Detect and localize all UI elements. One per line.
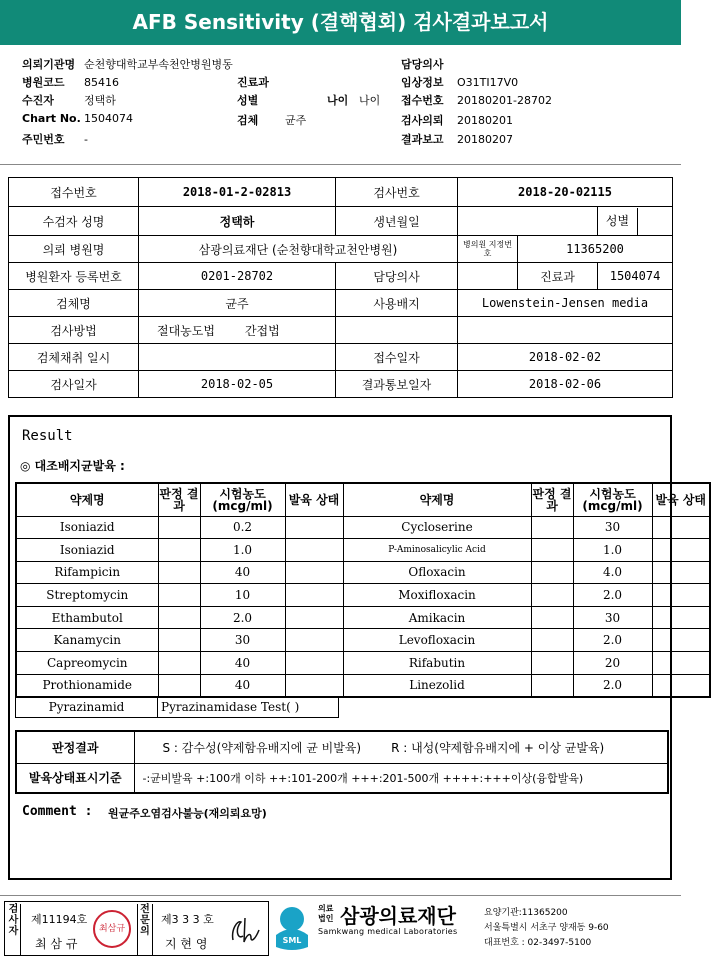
ssn-info: 주민번호 - [22,133,88,146]
doctor-value [458,263,518,290]
table-row [16,516,710,539]
dept-info: 진료과 [237,76,269,89]
logo-text: SML [282,936,302,945]
expert-name: 지 현 영 [165,937,208,951]
patient-info: 수진자 정택하 [22,94,116,107]
signature-box [4,901,269,956]
dept-value: 1504074 [598,263,673,290]
result-heading: Result [22,428,73,444]
code-info: 병원코드 85416 [22,76,119,89]
expert-label: 전문의 [137,904,153,955]
judge-cell [531,561,573,584]
specimen-label: 검체명 [9,290,139,317]
judge-cell [158,561,200,584]
dept-label: 진료과 [518,263,598,290]
collect-label: 검체채취 일시 [9,344,139,371]
hospital-info: 의뢰기관명 순천향대학교부속천안병원병동 [22,58,233,71]
growth-cell [652,584,710,607]
judge-s: S : 감수성(약제함유배지에 균 비발육) [162,740,362,755]
name-label: 수검자 성명 [9,207,139,236]
growth-cell [285,516,343,539]
medium-label: 사용배지 [336,290,458,317]
table-row [16,539,710,562]
tester-no: 제11194호 [31,913,88,926]
test-no: 2018-20-02115 [458,178,673,207]
growth-cell [652,629,710,652]
chart-info: Chart No. 1504074 [22,112,133,125]
comment-label: Comment : [22,804,93,819]
sex-info: 성별 [237,94,259,107]
sex-label: 성별 [598,208,638,235]
clinical-info: 임상정보 O31TI17V0 [401,76,519,89]
drug-name: Kanamycin [16,629,158,652]
pza-row [15,696,339,718]
request-info: 검사의뢰 20180201 [401,114,513,127]
table-row [16,674,710,697]
specimen-info: 검체 균주 [237,114,307,127]
col-growth: 발육 상태 [285,483,343,516]
drug-name: Rifabutin [343,652,531,675]
judge-cell [158,674,200,697]
method-indirect: 간접법 [244,323,280,338]
reg-value: 0201-28702 [139,263,336,290]
table-row [16,629,710,652]
hospital-label: 의뢰 병원명 [9,236,139,263]
drug-name: Ethambutol [16,606,158,629]
conc-cell: 20 [573,652,652,675]
report-info: 결과보고 20180207 [401,133,513,146]
col-judge: 판정 결과 [531,483,573,516]
judge-text [134,731,668,763]
legend-table [15,730,669,794]
drug-name: Linezolid [343,674,531,697]
conc-cell: 30 [200,629,285,652]
conc-cell: 2.0 [573,674,652,697]
reg-label: 병원환자 등록번호 [9,263,139,290]
org-type: 의료 법인 [318,904,334,923]
age-info: 나이 나이 [327,94,381,107]
table-row [16,652,710,675]
drug-name: Amikacin [343,606,531,629]
judge-cell [158,606,200,629]
col-growth: 발육 상태 [652,483,710,516]
drug-name: Levofloxacin [343,629,531,652]
growth-text: -:균비발육 +:100개 이하 ++:101-200개 +++:201-500개 ++++:+++이상(융합발육) [134,763,668,793]
logo-icon [272,903,312,953]
growth-cell [652,516,710,539]
judge-cell [158,516,200,539]
comment-text: 원균주오염검사불능(재의뢰요망) [108,807,267,820]
growth-cell [652,606,710,629]
pza-test: Pyrazinamidase Test( ) [161,700,300,714]
birth-value [458,207,598,236]
table-row [16,606,710,629]
doctor-label: 담당의사 [336,263,458,290]
test-no-label: 검사번호 [336,178,458,207]
birth-label: 생년월일 [336,207,458,236]
receipt-info: 접수번호 20180201-28702 [401,94,552,107]
accept-value: 2018-02-02 [458,344,673,371]
judge-cell [158,629,200,652]
receipt-no: 2018-01-2-02813 [139,178,336,207]
receipt-no-label: 접수번호 [9,178,139,207]
notify-value: 2018-02-06 [458,371,673,398]
drug-name: Moxifloxacin [343,584,531,607]
drug-name: Rifampicin [16,561,158,584]
drug-table [15,482,711,698]
doctor-info: 담당의사 [401,58,444,71]
form-table [8,177,673,398]
growth-cell [652,652,710,675]
growth-cell [285,539,343,562]
drug-name: Prothionamide [16,674,158,697]
conc-cell: 30 [573,606,652,629]
judge-cell [158,584,200,607]
growth-cell [652,674,710,697]
judge-cell [531,584,573,607]
tester-name: 최 삼 규 [35,937,78,951]
conc-cell: 2.0 [573,629,652,652]
conc-cell: 4.0 [573,561,652,584]
collect-value [139,344,336,371]
drug-name: Capreomycin [16,652,158,675]
judge-cell [531,652,573,675]
conc-cell: 1.0 [573,539,652,562]
conc-cell: 0.2 [200,516,285,539]
table-row [16,584,710,607]
tester-label: 검사자 [7,904,21,955]
specimen-value: 균주 [139,290,336,317]
conc-cell: 1.0 [200,539,285,562]
drug-name: Streptomycin [16,584,158,607]
hospital-name: 삼광의료재단 (순천향대학교천안병원) [139,236,458,263]
drug-name: Isoniazid [16,516,158,539]
growth-cell [652,561,710,584]
org-english: Samkwang medical Laboratories [318,927,458,936]
drug-name: P-Aminosalicylic Acid [343,539,531,562]
conc-cell: 2.0 [573,584,652,607]
method-absolute: 절대농도법 [157,323,215,338]
table-row [16,561,710,584]
growth-cell [652,539,710,562]
growth-cell [285,629,343,652]
method-blank [336,317,458,344]
method-value [139,317,336,344]
pza-label: Pyrazinamid [16,697,158,717]
growth-cell [285,561,343,584]
method-label: 검사방법 [9,317,139,344]
medium-value: Lowenstein-Jensen media [458,290,673,317]
hosp-code-label: 병의원 지정번호 [458,236,518,263]
conc-cell: 30 [573,516,652,539]
growth-cell [285,652,343,675]
judge-cell [531,606,573,629]
conc-cell: 40 [200,652,285,675]
org-name: 삼광의료재단 [340,904,456,928]
col-judge: 판정 결과 [158,483,200,516]
growth-cell [285,674,343,697]
org-code: 요양기관:11365200 [484,908,568,918]
report-title: AFB Sensitivity (결핵협회) 검사결과보고서 [0,0,681,45]
growth-cell [285,606,343,629]
col-drug: 약제명 [343,483,531,516]
test-date: 2018-02-05 [139,371,336,398]
drug-name: Ofloxacin [343,561,531,584]
judge-cell [158,652,200,675]
judge-r: R : 내성(약제함유배지에 + 이상 균발육) [391,740,605,755]
patient-name: 정택하 [139,207,336,236]
sex-value [638,208,672,235]
drug-name: Isoniazid [16,539,158,562]
judge-cell [531,516,573,539]
expert-no: 제3 3 3 호 [161,913,214,926]
conc-cell: 10 [200,584,285,607]
conc-cell: 40 [200,674,285,697]
col-drug: 약제명 [16,483,158,516]
judge-cell [531,539,573,562]
accept-label: 접수일자 [336,344,458,371]
seal-stamp: 최삼규 [93,910,131,948]
divider [0,164,681,165]
method-blank2 [458,317,673,344]
control-growth: ◎ 대조배지균발육 : [20,459,125,473]
notify-label: 결과통보일자 [336,371,458,398]
judge-cell [531,674,573,697]
col-conc: 시험농도 (mcg/ml) [200,483,285,516]
test-date-label: 검사일자 [9,371,139,398]
drug-name: Cycloserine [343,516,531,539]
signature-icon [227,912,263,946]
conc-cell: 40 [200,561,285,584]
hosp-code: 11365200 [518,236,673,263]
judge-cell [158,539,200,562]
judge-cell [531,629,573,652]
org-tel: 대표번호 : 02-3497-5100 [484,938,592,948]
col-conc: 시험농도 (mcg/ml) [573,483,652,516]
conc-cell: 2.0 [200,606,285,629]
growth-label: 발육상태표시기준 [16,763,134,793]
footer-divider [0,895,681,896]
growth-cell [285,584,343,607]
org-address: 서울특별시 서초구 양재동 9-60 [484,923,609,933]
judge-label: 판정결과 [16,731,134,763]
